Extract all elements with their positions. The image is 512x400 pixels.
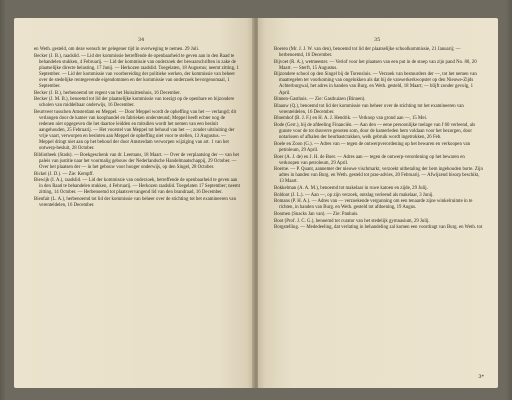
left-page [14,18,254,388]
right-page-text [274,47,484,232]
index-entry: Becker (J. B.), herbenoemd tot regent van het Huiszittenhuis, 16 December. [34,90,181,96]
page-number: 35 [374,37,381,43]
index-entry: Boldoot (J. L.). — Aan —, op zijn verzoek, ontslag verleend als makelaar, 3 Junij. [274,192,434,198]
index-entry: Boomen (Snacks Jan van). — Zie: Panhuis. [274,211,359,217]
index-entry: Biewijk (I. A.), raadslid. — Lid der kommissie van onderzoek, betreffende de openbaarheid te geven aan in den Raad te behandelen stukken, 4 Februarij. — Herkozen raadslid. Toegelaten 17 September; neemt zitting, 14 October. — Herbenoemd tot plaatsvervangend lid van den brandraad, 16 December. [34,178,240,196]
index-entry: Beurtveer tusschen Amsterdam en Meppel. — Door Meppel wordt de opheffing van het — verlangd; dit verlangen door de kamer van koophandel en fabrieken ondersteund; Meppel heeft echter nog de redenen niet opgegeven die het daartoe leidden en mitsdien wordt het nemen van een besluit aangehouden, 25 Februarij. — Het voorstel van Meppel tot behoud van het —; zonder uitsluiting der vrije vaart, verworpen en besloten aan Meppel de opheffing niet voor te stellen, 13 Augustus. — Meppel dringt niet aan op het behoud der door Amsterdam verworpen wijziging van art. 1 van het ontwerp-besluit, 28 October. [34,109,237,152]
index-entry: Boot (Prof. J. C. G.), benoemd tot curator van het stedelijk gymnasium, 29 Julij. [274,218,430,224]
index-entry: Blaauw (Q.), benoemd tot lid der kommissie van beheer over de stichting tot het examineeren van verenteldelen, 16 December. [274,103,464,115]
index-entry: Bokkelman (A. A. M.), benoemd tot makelaar in ruwe katoen en zijde, 29 Julij. [274,185,428,191]
index-entry: Bloemhof (B. J. F.) en H. A. J. Hendrik. — Verkoop van grond aan —, 15 Mei. [274,116,428,122]
page-number: 34 [138,37,145,43]
index-entry: Becker (J. B.), raadslid. — Lid der kommissie betreffende de openbaarheid te geven aan in den Raad te behandelen stukken, 4 Februarij. — Lid der kommissie van onderzoek der bewaarschriften in zake de plaatselijke directe belasting, 17 Junij. — Herkozen raadslid. Toegelaten, 18 Augustus; neemt zitting, 1 September. — Lid der kommissie van voorbereiding der politieke werken, der kommissie van beheer over de stedelijke rentegevende eigendommen en der kommissie van onderzoek bevorgenomaal, 1 September. [34,53,239,89]
index-entry: Boer (A. J. de) en J. H. de Boer. — Adres aan — tegen de ontwerp-verordening op het bewaren en verkoopen van petroleum, 29 April. [274,154,465,166]
index-entry: Boeren (Mr. J. J. W. van den), benoemd tot lid der plaatselijke schoolkommissie, 21 Januarij; — herbenoemd, 16 December. [274,47,461,59]
index-entry: Binnen-Gasthuis. — Zie: Gasthuizen (Binnen). [274,97,366,103]
index-entry: Bibliotheek (Stads). — Boekgeschenk van dr. Leemans, 18 Maart. — Over de verplaatsing der — van het paleis van justitie naar het voormalig gebouw der Nederlandsche Handelmaatschappij, 29 October. — Over het plaatsen der — in het gebouw voor hooger onderwijs, op den Singel, 28 October. [34,152,239,170]
index-entry: Becker (J. M. B.), benoemd tot lid der plaatselijke kommissie van toezigt op de openbare en bijzondere scholen van middelbaar onderwijs, 16 December. [34,97,235,109]
index-entry: Borgstelling. — Mededeeling, dat verlating in behandeling zal komen een voordragt van Burg. en Weth. tot [274,225,483,231]
index-entry: Boerne. — P. Quant, aannemer der nieuwe vischmarkt, verzoekt uitbetaling der hem ingehouden borte. Zijn adres in handen van Burg. en Weth. gesteld tot prae-advies, 20 Februarij. — Afwijzend bisorp beschikt, 13 Maart. [274,167,483,185]
index-entry: en Weth. gesteld, om deze wensch ter gelegener tijd in overweging te nemen. 29 Juli. [34,47,200,52]
index-entry: Boele en Zoon (G.). — Adres van — tegen de ontwerpverordening op het bewaren en verkoopen van petroleum, 29 April. [274,141,471,153]
index-entry: Bomans (P. H. A.). — Adres van — verzoekende vergunning om een tenaarde zijne winkelruimte in te richten, in handen van Burg. en Weth. gesteld tot afdoening, 19 Augus. [274,199,473,211]
signature-mark: 3* [478,374,484,380]
index-entry: Bickel (J. D.). — Zie: Kempff. [34,171,94,177]
index-entry: Bode (Gerr.), bij de afdeeling Financiën. — Aan den — eene persoonlijke toelage van f 60 verleend, als gunste voor de tot dusverre genoten som, door de kamerleden hem voldaan voor het bezorgen, door notarissen of afhalen der beurbastcrakken, welk gebruik wordt ingetrokken, 26 Feb. [274,123,476,141]
index-entry: Bijzondere school op den Singel bij de Torensluis. — Verzoek van bestuurders der —, tot het nemen van maatregelen ter voorkoming van ongelukken als dat bij de vanwerkerkwopster op den Nieuwe-Zijds Achterburgwal, het adres in handen van Burg. en Weth. gesteld, 18 Maart; — blijft zonder gevolg, 1 April. [274,72,477,96]
index-entry: Bijvoet (R. A.), wetmeester. — Verlof voor het plaatsen van een put in de stoep van zijn pand No. 80, 20 Maart. — Sterft, 15 Augustus. [274,59,477,71]
left-page-text [34,47,240,210]
index-entry: Bienfait (L. A.), herbenoemd tot lid der kommissie van beheer over de stichting tot het examineeren van verenteldelen, 16 December. [34,196,237,208]
right-page [258,18,498,388]
